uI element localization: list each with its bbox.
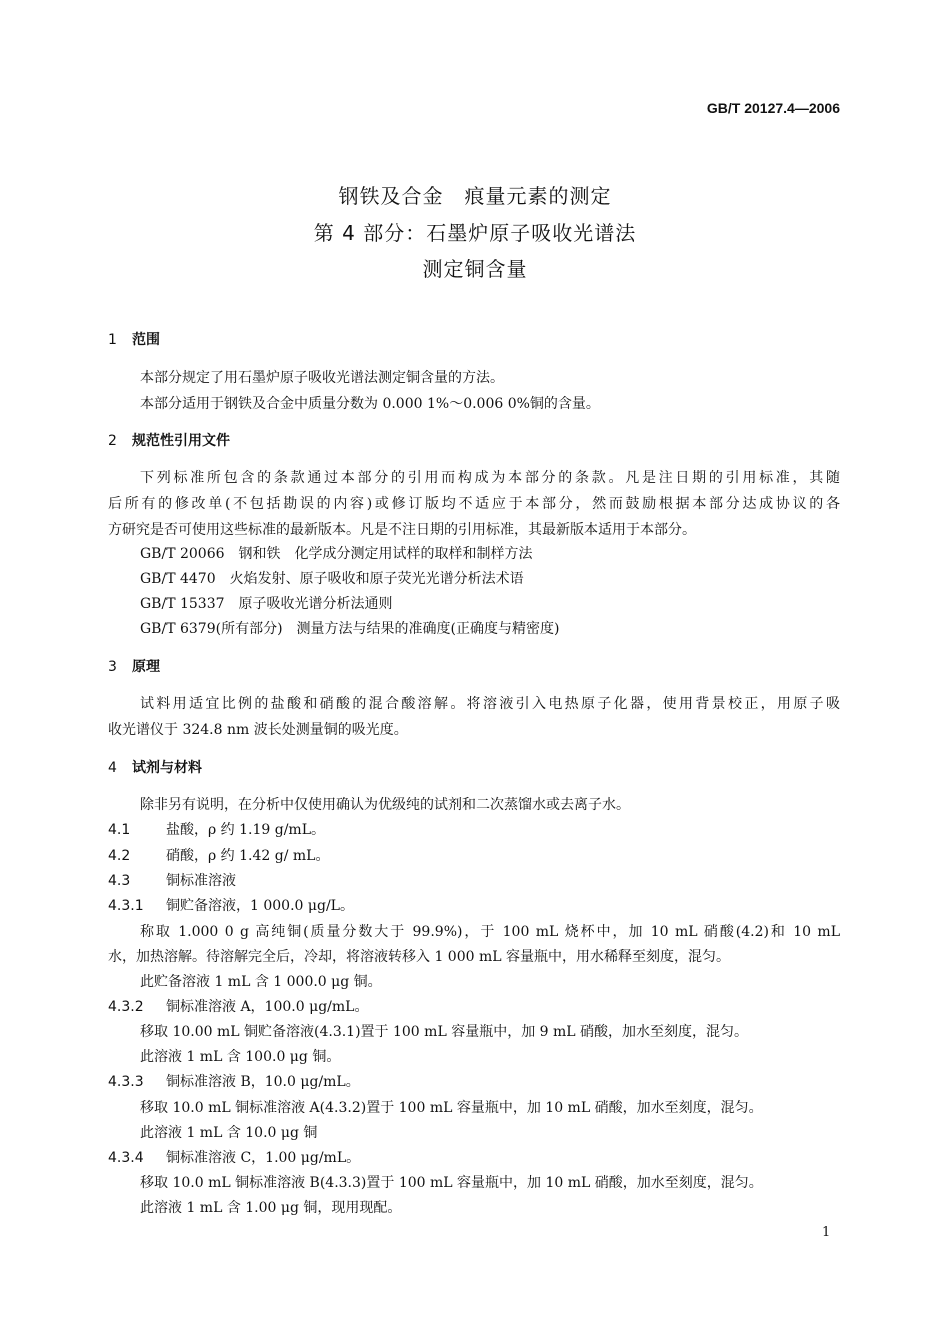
clause-heading	[108, 1149, 360, 1167]
clause-text: 铜贮备溶液，1 000.0 μg/L。	[166, 898, 354, 914]
clause-heading	[108, 1073, 360, 1091]
clause-heading	[108, 872, 236, 890]
clause-text: 原理	[132, 659, 160, 675]
text-line: GB/T 4470 火焰发射、原子吸收和原子荧光光谱分析法术语	[140, 571, 524, 587]
clause-text: 铜标准溶液	[166, 873, 236, 889]
text-line: 本部分规定了用石墨炉原子吸收光谱法测定铜含量的方法。	[140, 370, 504, 386]
clause-text: 试剂与材料	[132, 760, 202, 776]
title-line-3: 测定铜含量	[422, 257, 528, 281]
text-line: GB/T 20066 钢和铁 化学成分测定用试样的取样和制样方法	[140, 546, 533, 562]
clause-number: 4.3	[108, 873, 131, 889]
text-line: 收光谱仪于 324.8 nm 波长处测量铜的吸光度。	[108, 722, 408, 738]
clause-text: 铜标准溶液 C，1.00 μg/mL。	[166, 1150, 361, 1166]
clause-text: 盐酸，ρ 约 1.19 g/mL。	[166, 822, 326, 838]
text-line: 除非另有说明，在分析中仅使用确认为优级纯的试剂和二次蒸馏水或去离子水。	[140, 797, 630, 813]
text-line: 移取 10.00 mL 铜贮备溶液(4.3.1)置于 100 mL 容量瓶中，加 9 mL 硝酸，加水至刻度，混匀。	[140, 1024, 749, 1040]
section-heading	[108, 432, 230, 450]
title-line-2: 第 4 部分：石墨炉原子吸收光谱法	[313, 221, 637, 245]
clause-number: 2	[108, 433, 117, 449]
clause-number: 4.3.3	[108, 1074, 144, 1090]
section-heading	[108, 759, 202, 777]
clause-text: 规范性引用文件	[132, 433, 230, 449]
text-line: 水，加热溶解。待溶解完全后，冷却，将溶液转移入 1 000 mL 容量瓶中，用水稀释至刻度，混匀。	[108, 949, 730, 965]
text-line: 移取 10.0 mL 铜标准溶液 A(4.3.2)置于 100 mL 容量瓶中，加 10 mL 硝酸，加水至刻度，混匀。	[140, 1100, 763, 1116]
text-line: 本部分适用于钢铁及合金中质量分数为 0.000 1%～0.006 0%铜的含量。	[140, 396, 600, 412]
clause-number: 4.3.4	[108, 1150, 144, 1166]
clause-text: 铜标准溶液 B，10.0 μg/mL。	[166, 1074, 360, 1090]
text-line: 称取 1.000 0 g 高纯铜(质量分数大于 99.9%)，于 100 mL 烧杯中，加 10 mL 硝酸(4.2)和 10 mL	[140, 924, 840, 940]
section-heading	[108, 331, 160, 349]
clause-heading	[108, 897, 354, 915]
section-heading	[108, 658, 160, 676]
clause-number: 3	[108, 659, 117, 675]
clause-number: 4.1	[108, 822, 131, 838]
clause-number: 4.3.2	[108, 999, 144, 1015]
clause-heading	[108, 998, 368, 1016]
clause-number: 4	[108, 760, 117, 776]
text-line: 下列标准所包含的条款通过本部分的引用而构成为本部分的条款。凡是注日期的引用标准，其随	[140, 470, 840, 486]
clause-text: 硝酸，ρ 约 1.42 g/ mL。	[166, 848, 330, 864]
title-line-1: 钢铁及合金 痕量元素的测定	[338, 184, 612, 208]
clause-number: 4.2	[108, 848, 131, 864]
text-line: 后所有的修改单(不包括勘误的内容)或修订版均不适应于本部分，然而鼓励根据本部分达成协议的各	[108, 496, 840, 512]
text-line: GB/T 15337 原子吸收光谱分析法通则	[140, 596, 393, 612]
standard-code: GB/T 20127.4—2006	[706, 100, 840, 116]
text-line: 此贮备溶液 1 mL 含 1 000.0 μg 铜。	[140, 974, 382, 990]
text-line: 此溶液 1 mL 含 100.0 μg 铜。	[140, 1049, 341, 1065]
text-line: 方研究是否可使用这些标准的最新版本。凡是不注日期的引用标准，其最新版本适用于本部分。	[108, 522, 696, 538]
text-line: 试料用适宜比例的盐酸和硝酸的混合酸溶解。将溶液引入电热原子化器，使用背景校正，用原子吸	[140, 696, 840, 712]
text-line: 此溶液 1 mL 含 1.00 μg 铜，现用现配。	[140, 1200, 402, 1216]
clause-heading	[108, 847, 329, 865]
text-line: 此溶液 1 mL 含 10.0 μg 铜	[140, 1125, 318, 1141]
text-line: 移取 10.0 mL 铜标准溶液 B(4.3.3)置于 100 mL 容量瓶中，加 10 mL 硝酸，加水至刻度，混匀。	[140, 1175, 763, 1191]
clause-text: 范围	[132, 332, 160, 348]
clause-number: 4.3.1	[108, 898, 144, 914]
text-line: GB/T 6379(所有部分) 测量方法与结果的准确度(正确度与精密度)	[140, 621, 560, 637]
page-number: 1	[822, 1225, 831, 1240]
clause-heading	[108, 821, 325, 839]
clause-text: 铜标准溶液 A，100.0 μg/mL。	[166, 999, 369, 1015]
clause-number: 1	[108, 332, 117, 348]
